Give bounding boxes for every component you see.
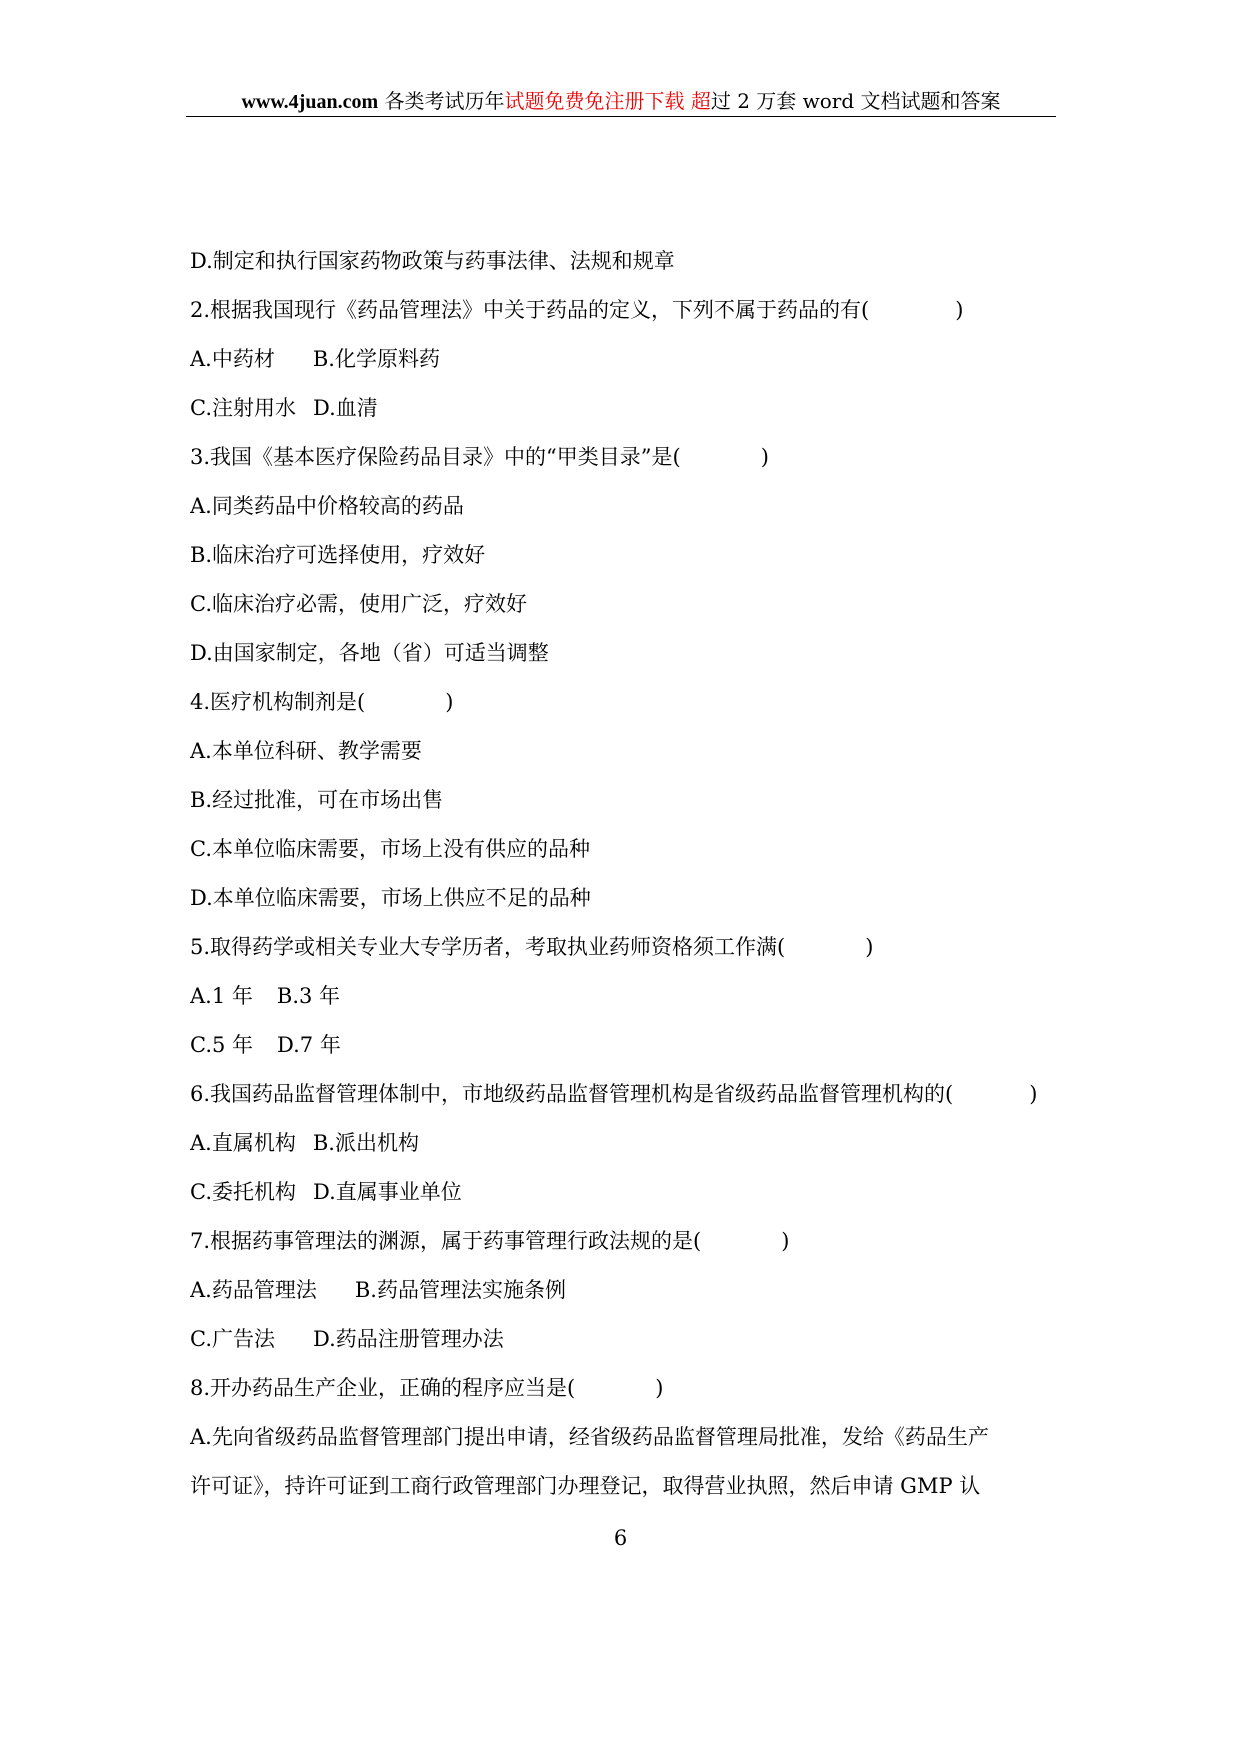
question-text: 8.开办药品生产企业，正确的程序应当是( [190,1376,576,1400]
question-line [190,290,1060,339]
option-text: B.药品管理法实施条例 [354,1278,566,1302]
option-text: D.由国家制定，各地（省）可适当调整 [190,641,549,665]
option-line [190,339,1060,388]
option-text: C.广告法 [190,1327,275,1351]
option-text: A.中药材 [190,347,275,371]
question-line [190,927,1060,976]
question-text: 6.我国药品监督管理体制中，市地级药品监督管理机构是省级药品监督管理机构的( [190,1082,954,1106]
option-text: D.直属事业单位 [313,1180,462,1204]
option-line [190,633,1060,682]
option-line [190,1123,1060,1172]
answer-paren: ) [781,1229,790,1253]
question-text: 4.医疗机构制剂是( [190,690,366,714]
option-line [190,535,1060,584]
option-text: A.本单位科研、教学需要 [190,739,422,763]
answer-paren: ) [655,1376,664,1400]
option-text: D.血清 [313,396,378,420]
option-line [190,1025,1060,1074]
page-number: 6 [613,1526,628,1550]
option-text: B.3 年 [276,984,341,1008]
option-text: B.经过批准，可在市场出售 [190,788,444,812]
option-line [190,829,1060,878]
option-text: D.7 年 [277,1033,341,1057]
option-text: C.注射用水 [190,396,296,420]
option-line [190,486,1060,535]
option-line [190,1319,1060,1368]
option-text: 许可证》，持许可证到工商行政管理部门办理登记，取得营业执照，然后申请 GMP 认 [190,1474,981,1498]
header-site-link[interactable]: www.4juan.com [241,91,379,113]
answer-paren: ) [1029,1082,1038,1106]
option-text: B.化学原料药 [312,347,440,371]
answer-paren: ) [760,445,769,469]
option-line [190,731,1060,780]
option-text: D.制定和执行国家药物政策与药事法律、法规和规章 [190,249,675,273]
option-line [190,780,1060,829]
option-line [190,1270,1060,1319]
option-line [190,388,1060,437]
option-text: C.5 年 [190,1033,254,1057]
option-line [190,584,1060,633]
question-line [190,437,1060,486]
option-line [190,878,1060,927]
question-text: 5.取得药学或相关专业大专学历者，考取执业药师资格须工作满( [190,935,786,959]
question-text: 3.我国《基本医疗保险药品目录》中的“甲类目录”是( [190,445,681,469]
header-highlight: 试题免费免注册下载 [504,89,685,113]
option-line [190,241,1060,290]
option-text: A.直属机构 [190,1131,296,1155]
option-text: A.药品管理法 [190,1278,317,1302]
option-text: A.1 年 [190,984,253,1008]
option-line [190,1466,1060,1515]
option-text: D.药品注册管理办法 [313,1327,504,1351]
option-text: A.先向省级药品监督管理部门提出申请，经省级药品监督管理局批准，发给《药品生产 [190,1425,989,1449]
option-line [190,1172,1060,1221]
question-text: 2.根据我国现行《药品管理法》中关于药品的定义，下列不属于药品的有( [190,298,870,322]
option-text: A.同类药品中价格较高的药品 [190,494,464,518]
header-text-2: 过 2 万套 word 文档试题和答案 [710,89,1001,113]
page-header [186,86,1056,117]
option-text: C.本单位临床需要，市场上没有供应的品种 [190,837,590,861]
option-text: B.临床治疗可选择使用，疗效好 [190,543,486,567]
option-text: C.委托机构 [190,1180,296,1204]
answer-paren: ) [445,690,454,714]
header-text: 各类考试历年 [378,89,505,113]
header-highlight-2: 超 [690,89,711,113]
document-body [190,241,1060,1515]
option-line [190,976,1060,1025]
option-line [190,1417,1060,1466]
option-text: B.派出机构 [312,1131,419,1155]
option-text: C.临床治疗必需，使用广泛，疗效好 [190,592,527,616]
question-line [190,1074,1060,1123]
question-line [190,1221,1060,1270]
answer-paren: ) [865,935,874,959]
option-text: D.本单位临床需要，市场上供应不足的品种 [190,886,591,910]
question-line [190,682,1060,731]
answer-paren: ) [955,298,964,322]
question-line [190,1368,1060,1417]
question-text: 7.根据药事管理法的渊源，属于药事管理行政法规的是( [190,1229,702,1253]
